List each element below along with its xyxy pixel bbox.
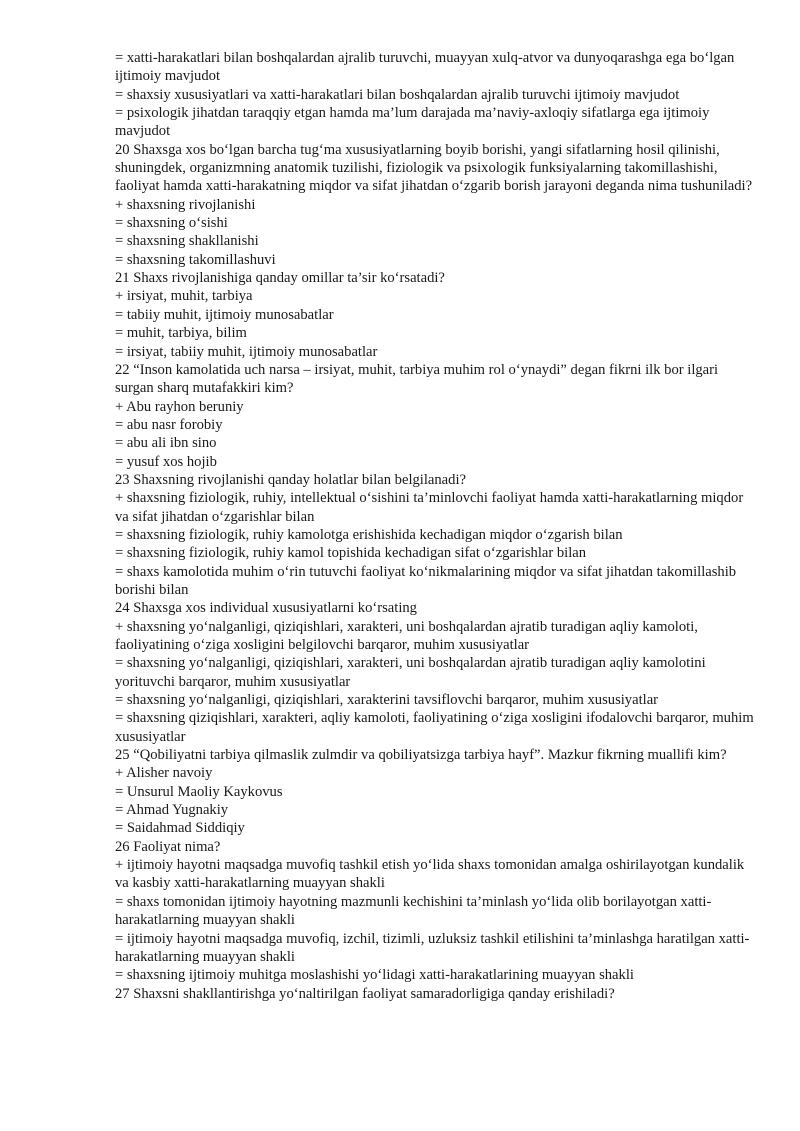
document-page — [115, 49, 758, 1003]
question-27: 27 Shaxsni shakllantirishga yo‘naltirilgan faoliyat samaradorligiga qanday erishiladi? — [115, 985, 615, 1002]
question-24: 24 Shaxsga xos individual xususiyatlarni ko‘rsating — [115, 600, 417, 617]
question-20: 20 Shaxsga xos bo‘lgan barcha tug‘ma xususiyatlarning boyib borishi, yangi sifatlarning hosil qilinishi, shuningdek, organizmning anatomik tuzilishi, fiziologik va psixologik funksiyalarning takomillashishi, faoliyat hamda xatti-harakatning miqdor va sifat jihatdan o‘zgarib borish jarayoni deganda nima tushuniladi? — [115, 141, 753, 195]
answer-correct: + shaxsning fiziologik, ruhiy, intellektual o‘sishini ta’minlovchi faoliyat hamda xatti-harakatlarning miqdor va sifat jihatdan o‘zgarishlar bilan — [115, 490, 747, 525]
answer-correct: + shaxsning rivojlanishi — [115, 196, 256, 213]
answer-correct: + ijtimoiy hayotni maqsadga muvofiq tashkil etish yo‘lida shaxs tomonidan amalga oshirilayotgan kundalik va kasbiy xatti-harakatlarning muayyan shakli — [115, 857, 748, 892]
question-21: 21 Shaxs rivojlanishiga qanday omillar ta’sir ko‘rsatadi? — [115, 270, 445, 287]
answer-option: = ijtimoiy hayotni maqsadga muvofiq, izchil, tizimli, uzluksiz tashkil etilishini ta’minlashga haratilgan xatti-harakatlarning muayyan shakli — [115, 930, 750, 965]
answer-option: = tabiiy muhit, ijtimoiy munosabatlar — [115, 306, 334, 323]
text-line: = shaxsiy xususiyatlari va xatti-harakatlari bilan boshqalardan ajralib turuvchi ijtimoiy mavjudot — [115, 86, 680, 103]
question-26: 26 Faoliyat nima? — [115, 838, 221, 855]
answer-option: = shaxsning o‘sishi — [115, 215, 228, 232]
answer-option: = shaxsning fiziologik, ruhiy kamolotga erishishida kechadigan miqdor o‘zgarish bilan — [115, 526, 623, 543]
answer-option: = shaxs tomonidan ijtimoiy hayotning mazmunli kechishini ta’minlash yo‘lida olib borilayotgan xatti-harakatlarning muayyan shakli — [115, 893, 712, 929]
answer-option: = shaxsning yo‘nalganligi, qiziqishlari, xarakterini tavsiflovchi barqaror, muhim xususiyatlar — [115, 692, 659, 709]
answer-option: = shaxsning ijtimoiy muhitga moslashishi yo‘lidagi xatti-harakatlarining muayyan shakli — [115, 967, 634, 984]
answer-option: = Saidahmad Siddiqiy — [115, 820, 245, 837]
answer-option: = shaxsning shakllanishi — [115, 233, 259, 250]
question-25: 25 “Qobiliyatni tarbiya qilmaslik zulmdir va qobiliyatsizga tarbiya hayf”. Mazkur fikrning muallifi kim? — [115, 747, 727, 764]
answer-correct: + Alisher navoiy — [115, 765, 213, 782]
text-line: = psixologik jihatdan taraqqiy etgan hamda ma’lum darajada ma’naviy-axloqiy sifatlarga ega ijtimoiy mavjudot — [115, 105, 714, 140]
answer-option: = shaxsning qiziqishlari, xarakteri, aqliy kamoloti, faoliyatining o‘ziga xosligini ifodalovchi barqaror, muhim xususiyatlar — [115, 710, 758, 745]
answer-option: = shaxsning fiziologik, ruhiy kamol topishida kechadigan sifat o‘zgarishlar bilan — [115, 545, 587, 562]
answer-option: = irsiyat, tabiiy muhit, ijtimoiy munosabatlar — [115, 343, 378, 360]
answer-option: = shaxs kamolotida muhim o‘rin tutuvchi faoliyat ko‘nikmalarining miqdor va sifat jihatdan takomillashib borishi bilan — [115, 563, 740, 598]
answer-correct: + irsiyat, muhit, tarbiya — [115, 288, 253, 305]
answer-correct: + shaxsning yo‘nalganligi, qiziqishlari, xarakteri, uni boshqalardan ajratib turadigan aqliy kamoloti, faoliyatining o‘ziga xosligini belgilovchi barqaror, muhim xususiyatlar — [115, 618, 702, 653]
question-22: 22 “Inson kamolatida uch narsa – irsiyat, muhit, tarbiya muhim rol o‘ynaydi” degan fikrni ilk bor ilgari surgan sharq mutafakkiri kim? — [115, 361, 722, 397]
answer-option: = abu ali ibn sino — [115, 435, 217, 452]
answer-option: = Ahmad Yugnakiy — [115, 802, 229, 819]
answer-correct: + Abu rayhon beruniy — [115, 398, 244, 415]
answer-option: = Unsurul Maoliy Kaykovus — [115, 783, 283, 800]
text-line: = xatti-harakatlari bilan boshqalardan ajralib turuvchi, muayyan xulq-atvor va dunyoqarashga ega bo‘lgan ijtimoiy mavjudot — [115, 50, 738, 85]
answer-option: = shaxsning yo‘nalganligi, qiziqishlari, xarakteri, uni boshqalardan ajratib turadigan aqliy kamolotini yorituvchi barqaror, muhim xususiyatlar — [115, 655, 710, 690]
answer-option: = abu nasr forobiy — [115, 416, 223, 433]
answer-option: = shaxsning takomillashuvi — [115, 251, 276, 268]
answer-option: = muhit, tarbiya, bilim — [115, 325, 247, 342]
question-23: 23 Shaxsning rivojlanishi qanday holatlar bilan belgilanadi? — [115, 471, 466, 488]
answer-option: = yusuf xos hojib — [115, 453, 217, 470]
